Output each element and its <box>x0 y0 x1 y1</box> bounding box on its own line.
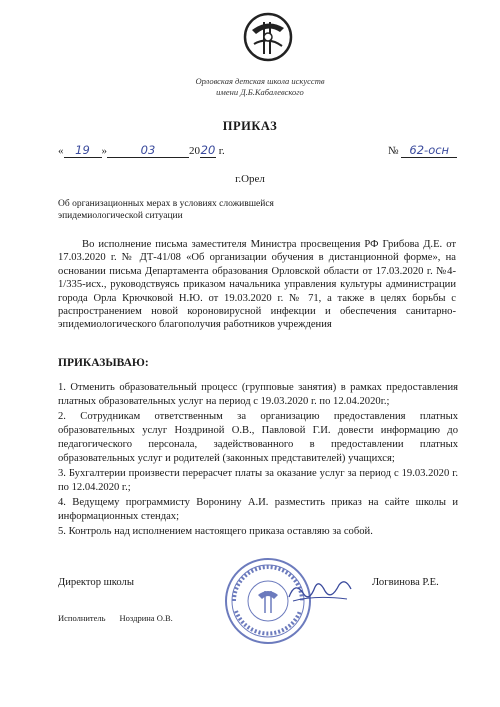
order-subject <box>58 198 318 222</box>
school-name <box>150 76 370 98</box>
school-logo-icon <box>240 10 296 64</box>
order-date <box>58 145 225 158</box>
subject-line2: эпидемиологической ситуации <box>58 211 183 221</box>
date-year-suffix: 20 <box>200 143 216 157</box>
order-number <box>388 145 457 158</box>
order-item: 5. Контроль над исполнением настоящего приказа оставляю за собой. <box>58 526 373 537</box>
order-items <box>58 381 458 540</box>
order-item: 1. Отменить образовательный процесс (групповые занятия) в рамках предоставления платных образовательных услуг на период с 19.03.2020 г. по 12.04.2020г.; <box>58 382 458 407</box>
executor-line <box>58 613 187 623</box>
school-name-line2: имени Д.Б.Кабалевского <box>216 87 304 97</box>
director-position: Директор школы <box>58 577 134 588</box>
date-day: 19 <box>64 145 102 158</box>
subject-line1: Об организационных мерах в условиях сложившейся <box>58 199 274 209</box>
director-signature-icon <box>285 575 355 605</box>
executor-label: Исполнитель <box>58 613 106 623</box>
order-number-value: 62-осн <box>401 145 457 158</box>
order-number-label: № <box>388 145 399 157</box>
preamble-text: Во исполнение письма заместителя Министра просвещения РФ Грибова Д.Е. от 17.03.2020 г. № ДТ-41/08 «Об организации обучения в дистанционной форме», на основании письма Департамента образования Орловской области от 17.03.2020 г. №4-1/335-исх., руководствуясь приказом начальника управления культуры администрации города Орла Крючковой Н.Ю. от 19.03.2020 г. № 71, а также в целях борьбы с распространением новой короновирусной инфекции и обеспечения санитарно-эпидемиологического благополучия работников учреждения <box>58 239 456 331</box>
date-month: 03 <box>107 145 189 158</box>
document-title: ПРИКАЗ <box>222 119 278 133</box>
order-item: 3. Бухгалтерии произвести перерасчет платы за оказание услуг за период с 19.03.2020 г. по 12.04.2020 г.; <box>58 468 458 493</box>
order-item: 4. Ведущему программисту Воронину А.И. разместить приказ на сайте школы и информационных стендах; <box>58 497 458 522</box>
date-year-prefix: 20 <box>189 145 200 157</box>
city: г.Орел <box>235 173 265 185</box>
date-open-quote: « <box>58 145 64 157</box>
date-close-quote: » <box>101 145 107 157</box>
school-name-line1: Орловская детская школа искусств <box>195 76 325 86</box>
order-item: 2. Сотрудникам ответственным за организацию предоставления платных образовательных услуг Ноздриной О.В., Павловой Г.И. довести информацию до педагогического персонала, задействованного в предоставлении платных образовательных услуг и родителей (законных представителей) учащихся; <box>58 411 458 464</box>
director-name: Логвинова Р.Е. <box>372 577 439 588</box>
order-heading: ПРИКАЗЫВАЮ: <box>58 357 149 369</box>
date-year-abbr: г. <box>218 145 225 157</box>
executor-name: Ноздрина О.В. <box>119 613 173 623</box>
